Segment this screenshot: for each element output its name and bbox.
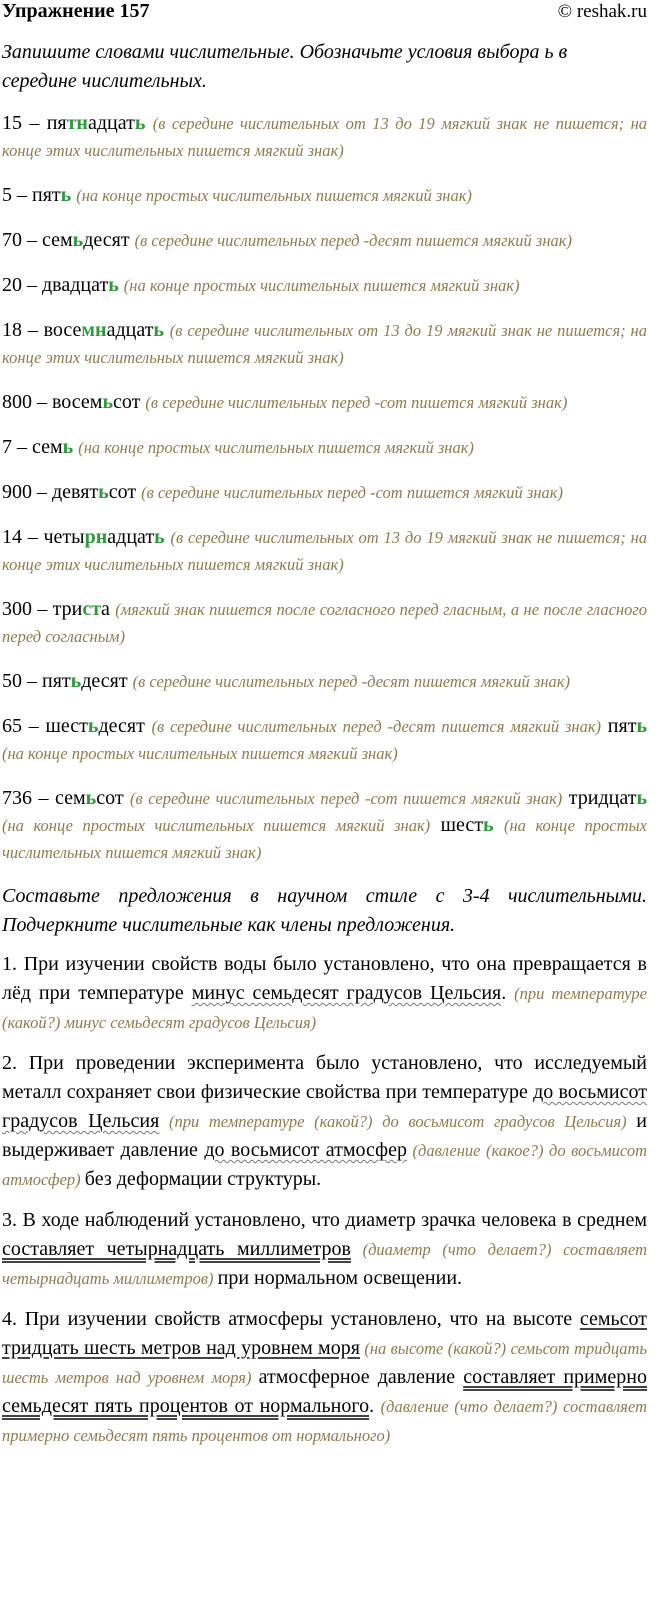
- highlight-letters: ь: [98, 481, 109, 503]
- syntax-note: (давление (какое?) до восьмисот атмосфер): [2, 1141, 647, 1189]
- instruction-2: Составьте предложения в научном стиле с 3-4 числительными. Подчеркните числительные как члены предложения.: [2, 885, 647, 936]
- numeral-item: [2, 713, 647, 767]
- highlight-letters: ь: [108, 274, 119, 296]
- syntax-note: (диаметр (что делает?) составляет четырнадцать миллиметров): [2, 1240, 648, 1288]
- sentence-text: 2. При проведении эксперимента было установлено, что исследуемый металл сохраняет свои физические свойства при температуре: [2, 1052, 647, 1103]
- highlight-letters: ст: [82, 598, 102, 620]
- numeral-item: [2, 524, 647, 578]
- rule-note: (в середине числительных перед -сот пишется мягкий знак): [130, 789, 563, 808]
- rule-note: (на конце простых числительных пишется мягкий знак): [78, 438, 474, 457]
- rule-note: (в середине числительных перед -сот пишется мягкий знак): [141, 483, 564, 502]
- word-part: девят: [52, 481, 99, 503]
- word-part: а: [101, 598, 110, 620]
- rule-note: (на конце простых числительных пишется мягкий знак): [2, 744, 398, 763]
- rule-note: (в середине числительных от 13 до 19 мягкий знак не пишется; на конце этих числительных пишется мягкий знак): [2, 528, 648, 574]
- highlight-letters: ь: [62, 436, 74, 458]
- underlined-numeral: до восьмисот градусов Цельсия: [2, 1081, 647, 1132]
- rule-note: (на конце простых числительных пишется мягкий знак): [2, 816, 431, 835]
- numeral-item: [2, 110, 647, 164]
- numeral-number: 70 –: [2, 229, 42, 251]
- rule-note: (на конце простых числительных пишется мягкий знак): [76, 186, 472, 205]
- sentence-text: без деформации структуры.: [84, 1168, 322, 1190]
- highlight-letters: ь: [87, 715, 99, 737]
- word-part: сем: [42, 229, 73, 251]
- rule-note: (в середине числительных перед -десят пишется мягкий знак): [132, 672, 570, 691]
- highlight-letters: мн: [81, 319, 107, 341]
- word-part: адцат: [107, 526, 155, 548]
- sentence-text: и выдерживает давление: [2, 1110, 647, 1161]
- word-part: четы: [43, 526, 85, 548]
- syntax-note: (давление (что делает?) составляет примерно семьдесят пять процентов от нормального): [2, 1397, 648, 1445]
- sentence-text: 1. При изучении свойств воды было установлено, что она превращается в лёд при температуре: [2, 953, 647, 1004]
- header: [2, 0, 647, 26]
- word-part: шест: [45, 715, 88, 737]
- rule-note: (в середине числительных от 13 до 19 мягкий знак не пишется; на конце этих числительных пишется мягкий знак): [2, 114, 648, 160]
- word-part: десят: [81, 670, 128, 692]
- word-part: сем: [32, 436, 63, 458]
- syntax-note: (при температуре (какой?) минус семьдесят градусов Цельсия): [2, 984, 647, 1032]
- numeral-number: 736 –: [2, 787, 55, 809]
- numeral-number: 65 –: [2, 715, 46, 737]
- numeral-item: [2, 785, 647, 866]
- highlight-letters: ь: [636, 787, 648, 809]
- word-part: десят: [83, 229, 130, 251]
- word-part: пят: [607, 715, 637, 737]
- highlight-letters: ь: [154, 526, 165, 548]
- word-part: адцат: [87, 112, 135, 134]
- sentence-text: 3. В ходе наблюдений установлено, что диаметр зрачка человека в среднем: [2, 1209, 647, 1231]
- numeral-item: [2, 434, 647, 461]
- word-part: сем: [54, 787, 86, 809]
- numeral-number: 20 –: [2, 274, 42, 296]
- sentence-text: при нормальном освещении.: [217, 1267, 463, 1289]
- highlight-letters: ь: [102, 391, 114, 413]
- rule-note: (на конце простых числительных пишется мягкий знак): [123, 276, 520, 295]
- numeral-number: 18 –: [2, 319, 44, 341]
- sentence: [2, 1206, 647, 1293]
- numeral-number: 800 –: [2, 391, 52, 413]
- word-part: восем: [52, 391, 103, 413]
- highlight-letters: ь: [70, 670, 82, 692]
- underlined-numeral: составляет примерно семьдесят пять процентов от нормального: [2, 1366, 647, 1417]
- word-part: двадцат: [42, 274, 109, 296]
- rule-note: (на конце простых числительных пишется мягкий знак): [2, 816, 648, 862]
- site-credit: © reshak.ru: [557, 1, 647, 22]
- word-part: шест: [440, 814, 483, 836]
- numeral-item: [2, 317, 647, 371]
- word-part: сот: [113, 391, 141, 413]
- highlight-letters: рн: [84, 526, 108, 548]
- rule-note: (в середине числительных перед -десят пишется мягкий знак): [134, 231, 572, 250]
- numeral-item: [2, 668, 647, 695]
- numeral-number: 300 –: [2, 598, 53, 620]
- numeral-number: 900 –: [2, 481, 52, 503]
- rule-note: (в середине числительных от 13 до 19 мягкий знак не пишется; на конце этих числительных пишется мягкий знак): [2, 321, 647, 367]
- numeral-number: 5 –: [2, 184, 32, 206]
- numeral-number: 15 –: [2, 112, 47, 134]
- highlight-letters: тн: [66, 112, 88, 134]
- highlight-letters: ь: [153, 319, 164, 341]
- underlined-numeral: составляет четырнадцать миллиметров: [2, 1238, 351, 1260]
- word-part: пят: [32, 184, 61, 206]
- numeral-number: 14 –: [2, 526, 44, 548]
- numeral-number: 7 –: [2, 436, 32, 458]
- word-part: восе: [43, 319, 82, 341]
- sentence: [2, 950, 647, 1037]
- rule-note: (в середине числительных перед -десят пишется мягкий знак): [151, 717, 602, 736]
- numeral-number: 50 –: [2, 670, 42, 692]
- highlight-letters: ь: [85, 787, 97, 809]
- numeral-item: [2, 227, 647, 254]
- sentence: [2, 1049, 647, 1194]
- highlight-letters: ь: [483, 814, 494, 836]
- instruction-1: Запишите словами числительные. Обозначьте условия выбора ь в середине числительных.: [2, 41, 568, 92]
- syntax-note: (на высоте (какой?) семьсот тридцать шесть метров над уровнем моря): [2, 1339, 647, 1387]
- exercise-title: Упражнение 157: [2, 0, 150, 22]
- word-part: пят: [42, 670, 71, 692]
- highlight-letters: ь: [636, 715, 648, 737]
- sentence: [2, 1305, 647, 1450]
- word-part: десят: [98, 715, 145, 737]
- sentence-text: .: [369, 1395, 381, 1417]
- numeral-item: [2, 596, 647, 650]
- sentence-text: .: [501, 982, 515, 1004]
- underlined-numeral: семьсот тридцать шесть метров над уровнем моря: [2, 1308, 647, 1359]
- numeral-item: [2, 272, 647, 299]
- numeral-item: [2, 182, 647, 209]
- syntax-note: (при температуре (какой?) до восьмисот градусов Цельсия): [159, 1112, 637, 1131]
- numeral-item: [2, 479, 647, 506]
- word-part: тридцат: [568, 787, 637, 809]
- word-part: адцат: [106, 319, 154, 341]
- rule-note: (мягкий знак пишется после согласного перед гласным, а не после гласного перед согласным): [2, 600, 648, 646]
- highlight-letters: ь: [60, 184, 72, 206]
- rule-note: (в середине числительных перед -сот пишется мягкий знак): [145, 393, 568, 412]
- sentence-text: 4. При изучении свойств атмосферы установлено, что на высоте: [2, 1308, 580, 1330]
- word-part: три: [52, 598, 83, 620]
- highlight-letters: ь: [134, 112, 146, 134]
- numeral-item: [2, 389, 647, 416]
- sentence-text: атмосферное давление: [258, 1366, 464, 1388]
- word-part: пя: [46, 112, 67, 134]
- highlight-letters: ь: [72, 229, 84, 251]
- underlined-numeral: минус семьдесят градусов Цельсия: [191, 982, 502, 1004]
- underlined-numeral: до восьмисот атмосфер: [204, 1139, 408, 1161]
- word-part: сот: [96, 787, 124, 809]
- word-part: сот: [108, 481, 137, 503]
